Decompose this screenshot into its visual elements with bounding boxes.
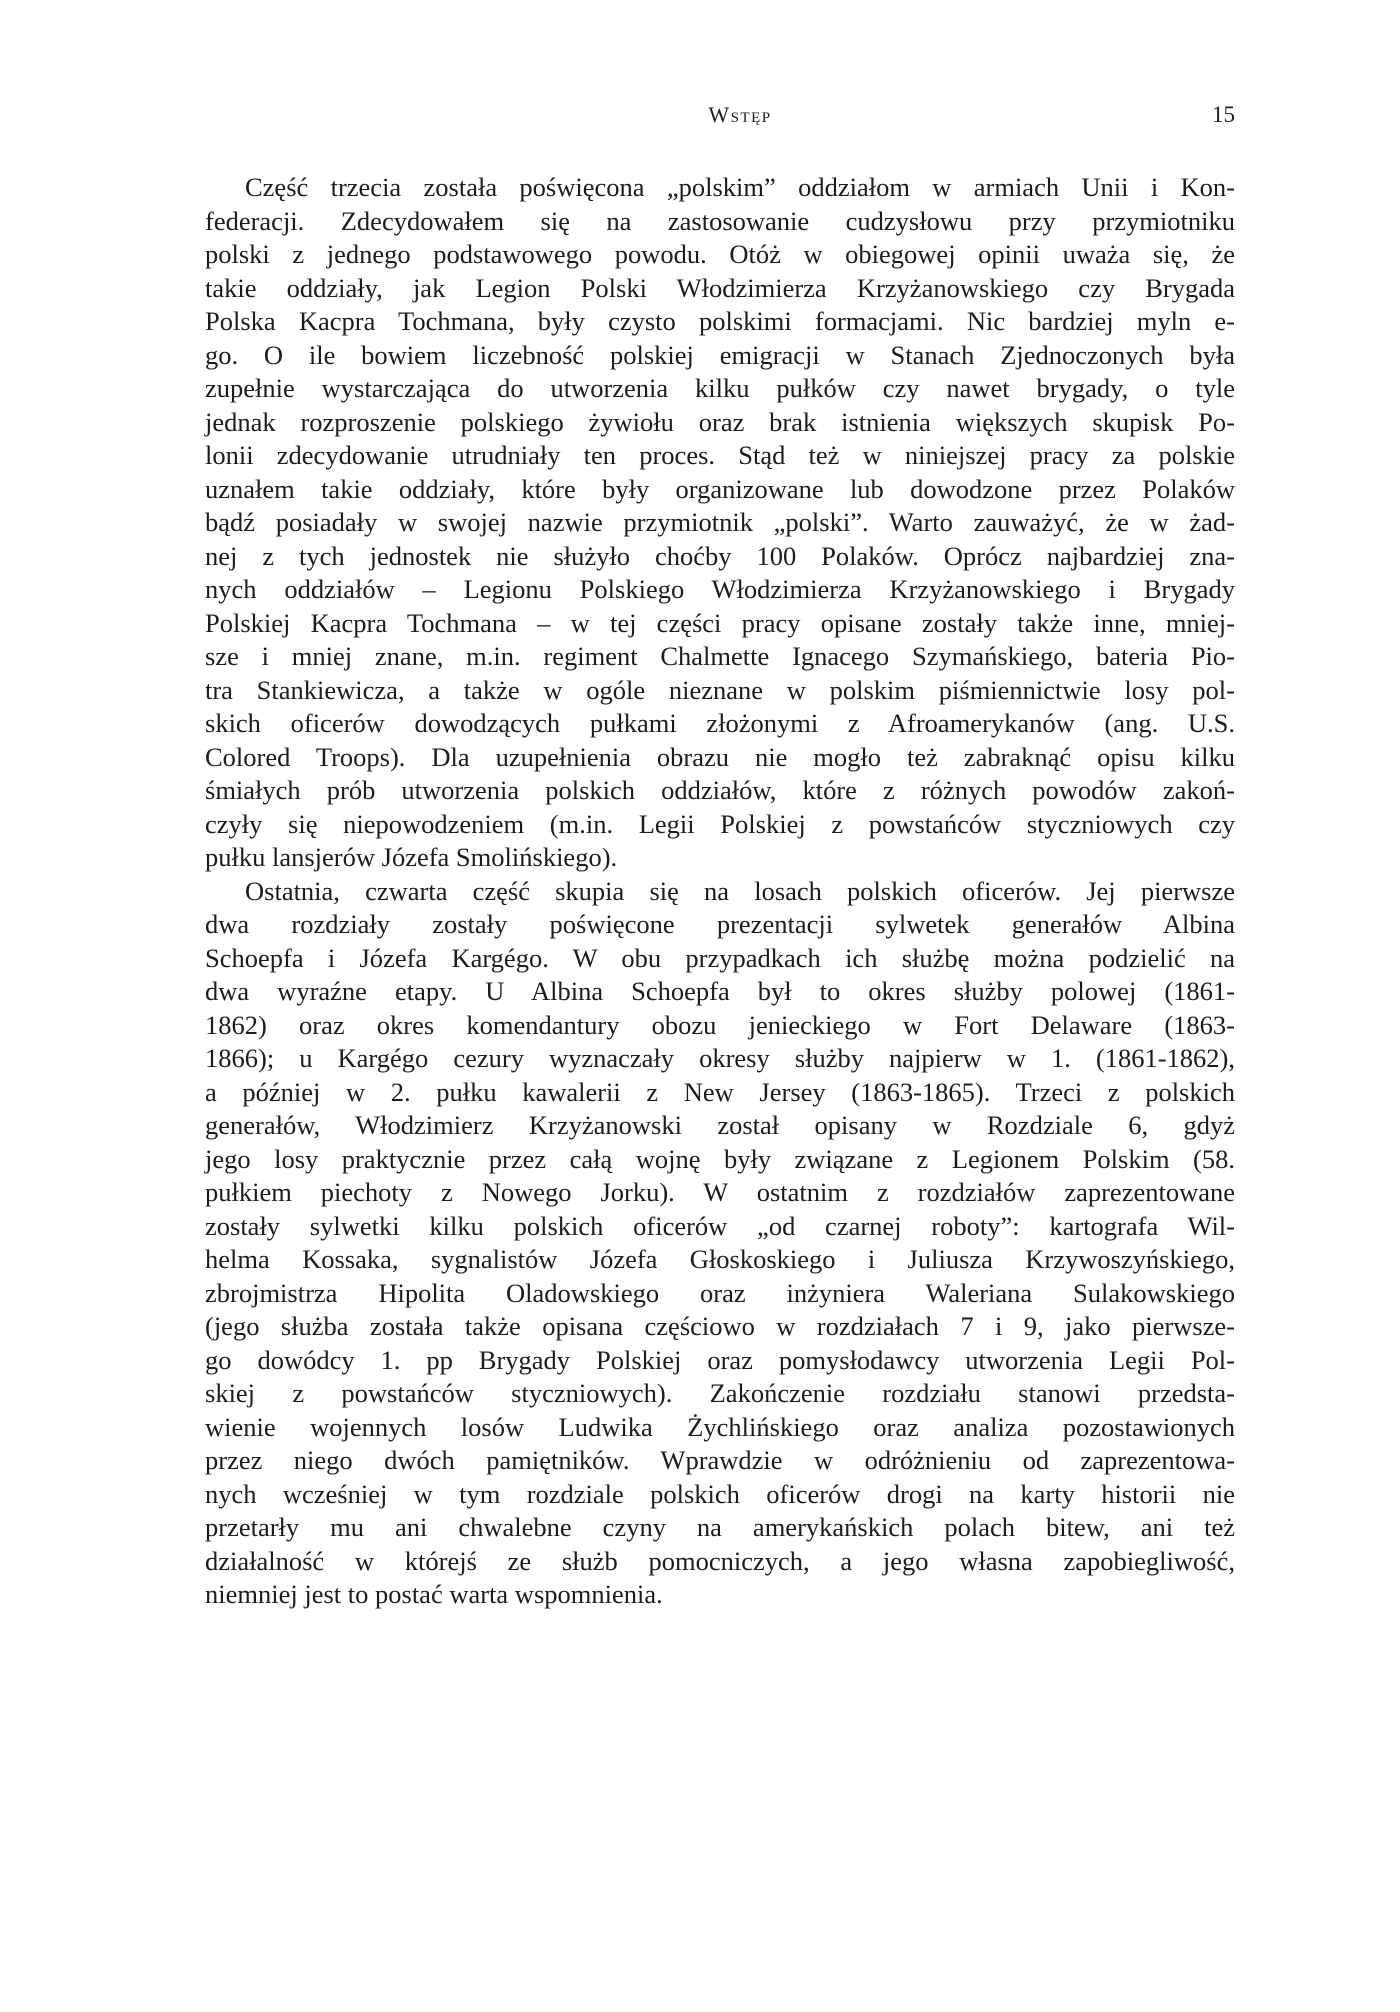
text-line: pułkiem piechoty z Nowego Jorku). W ostatnim z rozdziałów zaprezentowane	[205, 1177, 1235, 1207]
text-line: 1866); u Kargégo cezury wyznaczały okresy służby najpierw w 1. (1861-1862),	[205, 1043, 1235, 1073]
paragraphs	[205, 171, 1235, 1612]
text-line: wienie wojennych losów Ludwika Żychlińskiego oraz analiza pozostawionych	[205, 1411, 1235, 1442]
text-line: bądź posiadały w swojej nazwie przymiotnik „polski”. Warto zauważyć, że w żad-	[205, 507, 1235, 537]
text-line: śmiałych prób utworzenia polskich oddziałów, które z różnych powodów zakoń-	[205, 775, 1235, 805]
text-line: Polskiej Kacpra Tochmana – w tej części pracy opisane zostały także inne, mniej-	[205, 607, 1235, 638]
text-line: nej z tych jednostek nie służyło choćby 100 Polaków. Oprócz najbardziej zna-	[205, 540, 1235, 571]
paragraph	[205, 171, 1235, 875]
text-line: generałów, Włodzimierz Krzyżanowski został opisany w Rozdziale 6, gdyż	[205, 1110, 1235, 1140]
text-line: dwa wyraźne etapy. U Albina Schoepfa był to okres służby polowej (1861-	[205, 976, 1235, 1006]
text-line: sze i mniej znane, m.in. regiment Chalmette Ignacego Szymańskiego, bateria Pio-	[205, 641, 1235, 671]
text-line: przetarły mu ani chwalebne czyny na amerykańskich polach bitew, ani też	[205, 1512, 1235, 1542]
running-head	[245, 100, 1235, 140]
text-line: Colored Troops). Dla uzupełnienia obrazu nie mogło też zabraknąć opisu kilku	[205, 741, 1235, 772]
text-line: polski z jednego podstawowego powodu. Otóż w obiegowej opinii uważa się, że	[205, 239, 1235, 269]
text-line: uznałem takie oddziały, które były organizowane lub dowodzone przez Polaków	[205, 473, 1235, 504]
text-line: skich oficerów dowodzących pułkami złożonymi z Afroamerykanów (ang. U.S.	[205, 708, 1235, 738]
text-line: dwa rozdziały zostały poświęcone prezentacji sylwetek generałów Albina	[205, 909, 1235, 939]
text-line: go. O ile bowiem liczebność polskiej emigracji w Stanach Zjednoczonych była	[205, 339, 1235, 370]
text-line: nych wcześniej w tym rozdziale polskich oficerów drogi na karty historii nie	[205, 1478, 1235, 1509]
text-line: Ostatnia, czwarta część skupia się na losach polskich oficerów. Jej pierwsze	[245, 875, 1235, 906]
text-line: jednak rozproszenie polskiego żywiołu oraz brak istnienia większych skupisk Po-	[205, 406, 1235, 437]
text-line: czyły się niepowodzeniem (m.in. Legii Polskiej z powstańców styczniowych czy	[205, 808, 1235, 839]
text-line: Schoepfa i Józefa Kargégo. W obu przypadkach ich służbę można podzielić na	[205, 942, 1235, 973]
text-line: jego losy praktycznie przez całą wojnę były związane z Legionem Polskim (58.	[205, 1143, 1235, 1174]
text-line: go dowódcy 1. pp Brygady Polskiej oraz pomysłodawcy utworzenia Legii Pol-	[205, 1344, 1235, 1375]
text-line: tra Stankiewicza, a także w ogóle nieznane w polskim piśmiennictwie losy pol-	[205, 674, 1235, 705]
text-line: lonii zdecydowanie utrudniały ten proces. Stąd też w niniejszej pracy za polskie	[205, 440, 1235, 470]
text-line: działalność w którejś ze służb pomocniczych, a jego własna zapobiegliwość,	[205, 1545, 1235, 1576]
text-line: nych oddziałów – Legionu Polskiego Włodzimierza Krzyżanowskiego i Brygady	[205, 574, 1235, 604]
paragraph	[205, 875, 1235, 1612]
text-line: przez niego dwóch pamiętników. Wprawdzie w odróżnieniu od zaprezentowa-	[205, 1445, 1235, 1475]
text-line: 1862) oraz okres komendantury obozu jenieckiego w Fort Delaware (1863-	[205, 1009, 1235, 1040]
text-line: skiej z powstańców styczniowych). Zakończenie rozdziału stanowi przedsta-	[205, 1378, 1235, 1408]
text-line: takie oddziały, jak Legion Polski Włodzimierza Krzyżanowskiego czy Brygada	[205, 272, 1235, 303]
text-line: (jego służba została także opisana częściowo w rozdziałach 7 i 9, jako pierwsze-	[205, 1311, 1235, 1341]
text-line: a później w 2. pułku kawalerii z New Jersey (1863-1865). Trzeci z polskich	[205, 1076, 1235, 1107]
body-text	[205, 171, 1235, 1612]
text-line: zupełnie wystarczająca do utworzenia kilku pułków czy nawet brygady, o tyle	[205, 373, 1235, 403]
text-line: Część trzecia została poświęcona „polskim” oddziałom w armiach Unii i Kon-	[245, 172, 1235, 202]
text-line: Polska Kacpra Tochmana, były czysto polskimi formacjami. Nic bardziej myln e-	[205, 306, 1235, 336]
text-line: zostały sylwetki kilku polskich oficerów „od czarnej roboty”: kartografa Wil-	[205, 1210, 1235, 1241]
running-title: Wstęp	[708, 102, 772, 127]
page-number: 15	[1212, 102, 1235, 127]
text-line: niemniej jest to postać warta wspomnienia.	[205, 1579, 663, 1609]
text-line: zbrojmistrza Hipolita Oladowskiego oraz inżyniera Waleriana Sulakowskiego	[205, 1277, 1235, 1308]
text-line: pułku lansjerów Józefa Smolińskiego).	[205, 842, 618, 872]
text-line: federacji. Zdecydowałem się na zastosowanie cudzysłowu przy przymiotniku	[205, 205, 1235, 236]
text-line: helma Kossaka, sygnalistów Józefa Głoskoskiego i Juliusza Krzywoszyńskiego,	[205, 1244, 1235, 1274]
